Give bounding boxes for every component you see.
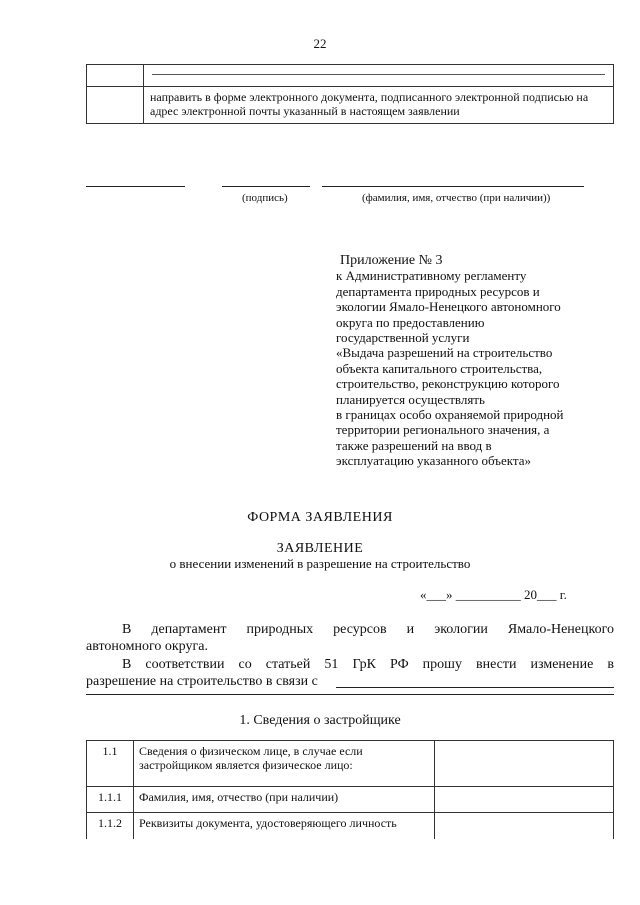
- table-cell: [144, 65, 614, 87]
- appendix-line: объекта капитального строительства,: [336, 360, 543, 376]
- form-title: ФОРМА ЗАЯВЛЕНИЯ: [247, 510, 393, 525]
- appendix-line: экологии Ямало-Ненецкого автономного: [336, 299, 561, 315]
- row-number: 1.1.2: [87, 813, 134, 839]
- request-line-2: разрешение на строительство в связи с: [86, 674, 318, 689]
- appendix-line: планируется осуществлять: [336, 391, 485, 407]
- date-field[interactable]: «___» __________ 20___ г.: [420, 587, 567, 602]
- table-row: [87, 87, 614, 124]
- addressee-line-2: автономного округа.: [86, 639, 208, 654]
- application-subtitle: о внесении изменений в разрешение на строительство: [169, 556, 471, 571]
- appendix-line: «Выдача разрешений на строительство: [336, 345, 553, 361]
- reason-fill-line[interactable]: [336, 687, 614, 688]
- table-cell: [87, 65, 144, 87]
- appendix-line: эксплуатацию указанного объекта»: [336, 453, 532, 469]
- signature-line[interactable]: [222, 186, 310, 187]
- application-title: ЗАЯВЛЕНИЕ: [276, 541, 364, 556]
- appendix-line: также разрешений на ввод в: [336, 437, 492, 453]
- row-value-field[interactable]: [435, 741, 614, 787]
- table-row: [87, 813, 614, 839]
- reason-fill-line-2[interactable]: [86, 694, 614, 695]
- table-row: [87, 787, 614, 813]
- appendix-line: строительство, реконструкцию которого: [336, 376, 560, 392]
- row-number: 1.1.1: [87, 787, 134, 813]
- appendix-line: департамента природных ресурсов и: [336, 283, 540, 299]
- full-name-line[interactable]: [322, 186, 584, 187]
- row-number: 1.1: [87, 741, 134, 787]
- table-cell: [87, 87, 144, 124]
- section-title: 1. Сведения о застройщике: [239, 713, 401, 728]
- appendix-line: округа по предоставлению: [336, 314, 485, 330]
- signature-caption: (подпись): [242, 192, 288, 204]
- table-row: [87, 741, 614, 787]
- delivery-method-table: [86, 64, 614, 124]
- appendix-line: территории регионального значения, а: [336, 422, 550, 438]
- row-label: Реквизиты документа, удостоверяющего личность: [134, 813, 435, 839]
- row-label: Фамилия, имя, отчество (при наличии): [134, 787, 435, 813]
- row-label: Сведения о физическом лице, в случае если застройщиком является физическое лицо:: [134, 741, 435, 787]
- appendix-line: государственной услуги: [336, 330, 470, 346]
- full-name-caption: (фамилия, имя, отчество (при наличии)): [362, 192, 551, 204]
- appendix-line: к Административному регламенту: [336, 268, 527, 284]
- request-line-1: В соответствии со статьей 51 ГрК РФ прошу внести изменение в: [122, 657, 614, 672]
- developer-info-table: [86, 740, 614, 839]
- appendix-heading: [336, 253, 626, 469]
- fill-line: [152, 74, 605, 75]
- appendix-line: в границах особо охраняемой природной: [336, 407, 564, 423]
- delivery-option-text: направить в форме электронного документа, подписанного электронной подписью на адрес электронной почты указанный в настоящем заявлении: [144, 87, 614, 124]
- table-row: [87, 65, 614, 87]
- date-signature-line[interactable]: [86, 186, 185, 187]
- appendix-title: Приложение № 3: [340, 253, 443, 268]
- row-value-field[interactable]: [435, 813, 614, 839]
- page-number: 22: [313, 36, 327, 51]
- addressee-line-1: В департамент природных ресурсов и экологии Ямало-Ненецкого: [122, 622, 614, 637]
- row-value-field[interactable]: [435, 787, 614, 813]
